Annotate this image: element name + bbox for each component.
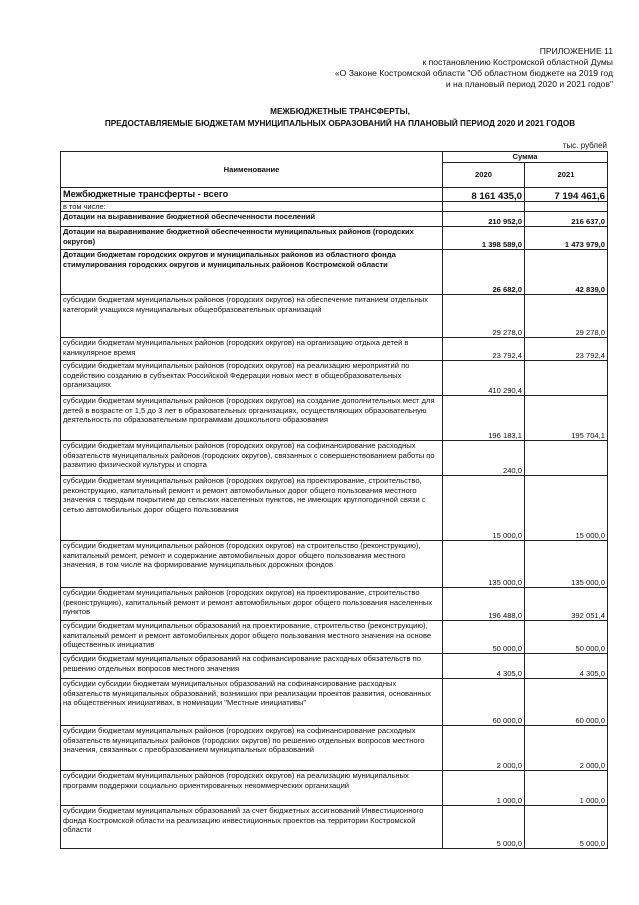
table-row bbox=[61, 338, 608, 361]
table-row bbox=[61, 679, 608, 726]
total-row bbox=[61, 188, 608, 202]
row-name: субсидии бюджетам муниципальных образований на проектирование, строительство (реконструкцию), капитальный ремонт и ремонт автомобильных дорог общего пользования местного значения на основе общественных инициатив bbox=[61, 621, 443, 654]
header-year-2021: 2021 bbox=[525, 163, 608, 188]
row-value-2021: 2 000,0 bbox=[525, 726, 608, 771]
row-value-2020: 196 183,1 bbox=[443, 396, 525, 441]
table-row bbox=[61, 541, 608, 588]
transfers-table bbox=[60, 151, 608, 849]
row-name: Дотации на выравнивание бюджетной обеспеченности муниципальных районов (городских округов) bbox=[61, 227, 443, 250]
table-row bbox=[61, 295, 608, 338]
row-value-2021: 195 704,1 bbox=[525, 396, 608, 441]
row-name: субсидии бюджетам муниципальных районов (городских округов) на организацию отдыха детей в каникулярное время bbox=[61, 338, 443, 361]
row-value-2021: 392 051,4 bbox=[525, 588, 608, 621]
row-value-2020: 196 488,0 bbox=[443, 588, 525, 621]
row-name: субсидии субсидии бюджетам муниципальных образований на софинансирование расходных обязательств муниципальных образований, возникших при реализации проектов развития, основанных на общественных инициативах, в номинации "Местные инициативы" bbox=[61, 679, 443, 726]
row-value-2020: 29 278,0 bbox=[443, 295, 525, 338]
appendix-line-1: к постановлению Костромской областной Думы bbox=[422, 57, 613, 67]
row-value-2021: 135 000,0 bbox=[525, 541, 608, 588]
row-value-2020: 410 290,4 bbox=[443, 361, 525, 396]
row-value-2020: 1 000,0 bbox=[443, 771, 525, 806]
total-2021: 7 194 461,6 bbox=[525, 188, 608, 202]
table-row bbox=[61, 476, 608, 541]
row-value-2020: 26 682,0 bbox=[443, 250, 525, 295]
appendix-number: ПРИЛОЖЕНИЕ 11 bbox=[539, 46, 613, 56]
appendix-header bbox=[273, 46, 613, 90]
table-row bbox=[61, 396, 608, 441]
table-row bbox=[61, 361, 608, 396]
row-value-2021: 5 000,0 bbox=[525, 806, 608, 849]
row-value-2021: 60 000,0 bbox=[525, 679, 608, 726]
row-value-2021 bbox=[525, 441, 608, 476]
row-value-2020: 210 952,0 bbox=[443, 212, 525, 227]
table-row bbox=[61, 441, 608, 476]
table-row bbox=[61, 806, 608, 849]
row-name: Дотации бюджетам городских округов и муниципальных районов из областного фонда стимулирования городских округов и муниципальных районов Костромской области bbox=[61, 250, 443, 295]
header-year-2020: 2020 bbox=[443, 163, 525, 188]
row-name: субсидии бюджетам муниципальных районов (городских округов) на проектирование, строительство (реконструкцию), капитальный ремонт и ремонт автомобильных дорог общего пользования населенных пунктов bbox=[61, 588, 443, 621]
row-name: субсидии бюджетам муниципальных районов (городских округов) на обеспечение питанием отдельных категорий учащихся муниципальных общеобразовательных организаций bbox=[61, 295, 443, 338]
row-name: субсидии бюджетам муниципальных районов (городских округов) на создание дополнительных мест для детей в возрасте от 1,5 до 3 лет в образовательных организациях, осуществляющих образовательную деятельность по образовательным программам дошкольного образования bbox=[61, 396, 443, 441]
row-value-2021: 1 000,0 bbox=[525, 771, 608, 806]
units-label: тыс. рублей bbox=[562, 141, 607, 150]
row-value-2020: 2 000,0 bbox=[443, 726, 525, 771]
table-row bbox=[61, 621, 608, 654]
note-row bbox=[61, 202, 608, 212]
total-2020: 8 161 435,0 bbox=[443, 188, 525, 202]
table-row bbox=[61, 250, 608, 295]
total-name: Межбюджетные трансферты - всего bbox=[61, 188, 443, 202]
note-empty-2021 bbox=[525, 202, 608, 212]
row-name: субсидии бюджетам муниципальных образований за счет бюджетных ассигнований Инвестиционного фонда Костромской области на реализацию инвестиционных проектов на территории Костромской области bbox=[61, 806, 443, 849]
appendix-line-3: и на плановый период 2020 и 2021 годов" bbox=[445, 79, 613, 89]
row-value-2020: 240,0 bbox=[443, 441, 525, 476]
title-line-2: ПРЕДОСТАВЛЯЕМЫЕ БЮДЖЕТАМ МУНИЦИПАЛЬНЫХ ОБРАЗОВАНИЙ НА ПЛАНОВЫЙ ПЕРИОД 2020 И 2021 ГОДОВ bbox=[104, 119, 576, 128]
table-row bbox=[61, 588, 608, 621]
table-row bbox=[61, 654, 608, 679]
row-value-2020: 5 000,0 bbox=[443, 806, 525, 849]
note-empty-2020 bbox=[443, 202, 525, 212]
row-value-2021: 42 839,0 bbox=[525, 250, 608, 295]
row-value-2021: 50 000,0 bbox=[525, 621, 608, 654]
row-value-2020: 23 792,4 bbox=[443, 338, 525, 361]
table-row bbox=[61, 726, 608, 771]
title-line-1: МЕЖБЮДЖЕТНЫЕ ТРАНСФЕРТЫ, bbox=[270, 107, 410, 116]
row-value-2020: 50 000,0 bbox=[443, 621, 525, 654]
row-value-2020: 135 000,0 bbox=[443, 541, 525, 588]
row-value-2021: 1 473 979,0 bbox=[525, 227, 608, 250]
row-value-2021: 216 637,0 bbox=[525, 212, 608, 227]
row-name: субсидии бюджетам муниципальных районов (городских округов) на реализацию мероприятий по содействию созданию в субъектах Российской Федерации новых мест в общеобразовательных организациях bbox=[61, 361, 443, 396]
row-name: субсидии бюджетам муниципальных районов (городских округов) на строительство (реконструкцию), капитальный ремонт, ремонт и содержание автомобильных дорог общего пользования местного значения, в том числе на формирование муниципальных дорожных фондов bbox=[61, 541, 443, 588]
note-text: в том числе: bbox=[61, 202, 443, 212]
row-name: субсидии бюджетам муниципальных образований на софинансирование расходных обязательств по решению отдельных вопросов местного значения bbox=[61, 654, 443, 679]
row-value-2021: 23 792,4 bbox=[525, 338, 608, 361]
row-value-2021: 15 000,0 bbox=[525, 476, 608, 541]
row-name: субсидии бюджетам муниципальных районов (городских округов) на софинансирование расходных обязательств муниципальных районов (городских округов) по решению отдельных вопросов местного значения, связанных с преобразованием муниципальных образований bbox=[61, 726, 443, 771]
row-name: Дотации на выравнивание бюджетной обеспеченности поселений bbox=[61, 212, 443, 227]
header-name: Наименование bbox=[61, 152, 443, 188]
row-value-2021: 4 305,0 bbox=[525, 654, 608, 679]
row-name: субсидии бюджетам муниципальных районов (городских округов) на реализацию муниципальных программ поддержки социально ориентированных некоммерческих организаций bbox=[61, 771, 443, 806]
row-value-2021 bbox=[525, 361, 608, 396]
row-value-2020: 4 305,0 bbox=[443, 654, 525, 679]
appendix-line-2: «О Законе Костромской области "Об областном бюджете на 2019 год bbox=[334, 68, 613, 78]
row-name: субсидии бюджетам муниципальных районов (городских округов) на софинансирование расходных обязательств муниципальных районов (городских округов), связанных с совершенствованием работы по развитию физической культуры и спорта bbox=[61, 441, 443, 476]
table-row bbox=[61, 227, 608, 250]
header-sum: Сумма bbox=[443, 152, 608, 163]
row-value-2020: 1 398 589,0 bbox=[443, 227, 525, 250]
table-row bbox=[61, 212, 608, 227]
row-value-2021: 29 278,0 bbox=[525, 295, 608, 338]
row-name: субсидии бюджетам муниципальных районов (городских округов) на проектирование, строительство, реконструкцию, капитальный ремонт и ремонт автомобильных дорог общего пользования местного значения с твердым покрытием до сельских населенных пунктов, не имеющих круглогодичной связи с сетью автомобильных дорог общего пользования bbox=[61, 476, 443, 541]
table-row bbox=[61, 771, 608, 806]
document-title bbox=[40, 106, 639, 130]
row-value-2020: 60 000,0 bbox=[443, 679, 525, 726]
row-value-2020: 15 000,0 bbox=[443, 476, 525, 541]
